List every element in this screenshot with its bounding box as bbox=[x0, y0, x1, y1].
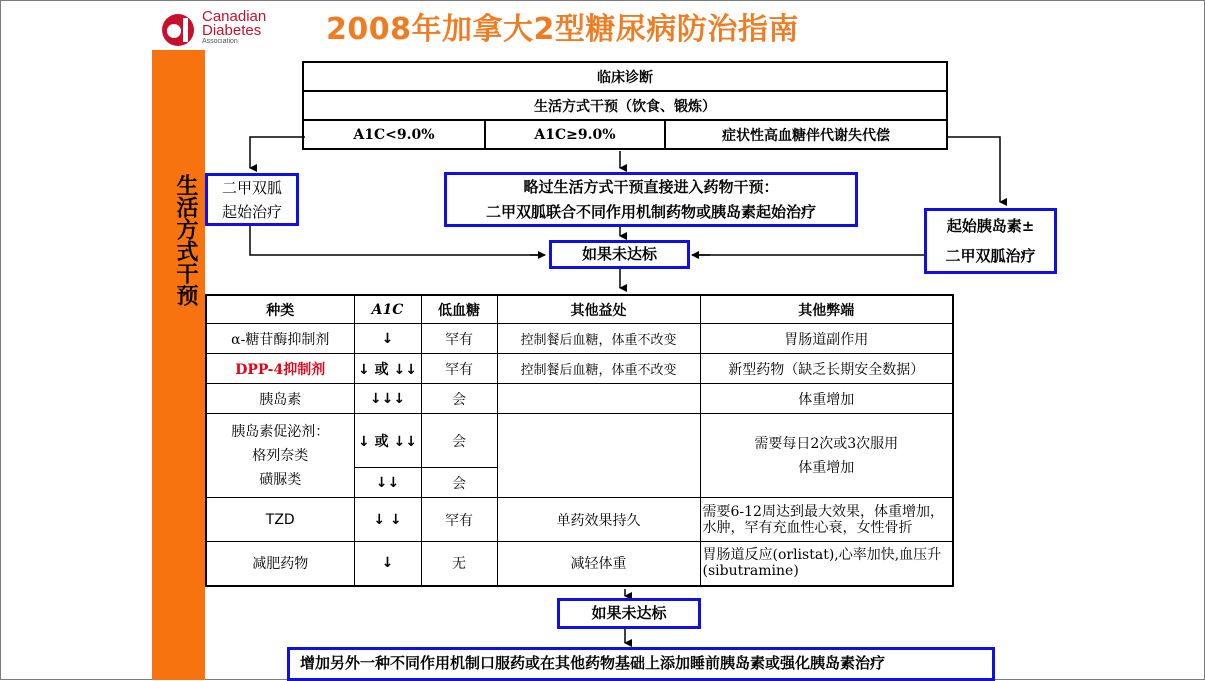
a1c-cell: ↓ bbox=[354, 324, 421, 354]
col-benefit: 其他益处 bbox=[497, 295, 700, 324]
insulin-start-box bbox=[924, 208, 1057, 274]
table-row bbox=[206, 542, 953, 586]
secretagogue-label: 胰岛素促泌剂： bbox=[231, 423, 330, 440]
benefit-cell: 控制餐后血糖，体重不改变 bbox=[497, 324, 700, 354]
col-a1c: A1C bbox=[354, 295, 421, 324]
a1c-cell: ↓ bbox=[354, 542, 421, 586]
type-cell bbox=[206, 414, 354, 498]
hypo-cell: 罕有 bbox=[421, 324, 497, 354]
clinical-flow-table bbox=[302, 61, 948, 150]
type-cell: α-糖苷酶抑制剂 bbox=[206, 324, 354, 354]
table-row bbox=[206, 414, 953, 468]
hypo-cell: 会 bbox=[421, 384, 497, 414]
sidebar-label: 生活方式干预 bbox=[173, 174, 199, 306]
harm-cell: 新型药物（缺乏长期安全数据） bbox=[700, 354, 953, 384]
glinide-label: 格列奈类 bbox=[252, 447, 309, 464]
insulin-start-line2: 二甲双胍治疗 bbox=[945, 247, 1036, 265]
benefit-cell bbox=[497, 384, 700, 414]
hypo-cell: 罕有 bbox=[421, 498, 497, 542]
a1c-above-9: A1C≥9.0% bbox=[485, 120, 665, 149]
drug-table bbox=[205, 294, 954, 587]
direct-drug-line2: 二甲双胍联合不同作用机制药物或胰岛素起始治疗 bbox=[485, 203, 816, 221]
clinical-diagnosis: 临床诊断 bbox=[303, 62, 947, 91]
a1c-cell: ↓ 或 ↓↓ bbox=[354, 354, 421, 384]
a1c-below-9: A1C<9.0% bbox=[303, 120, 485, 149]
logo-line1: Canadian bbox=[202, 8, 267, 25]
insulin-start-line1: 起始胰岛素± bbox=[946, 217, 1035, 235]
harm-cell: 胃肠道副作用 bbox=[700, 324, 953, 354]
harm-line1: 需要每日2次或3次服用 bbox=[754, 435, 899, 452]
col-type: 种类 bbox=[206, 295, 354, 324]
hypo-cell: 无 bbox=[421, 542, 497, 586]
hypo-cell: 会 bbox=[421, 414, 497, 468]
symptomatic-hyperglycemia: 症状性高血糖伴代谢失代偿 bbox=[665, 120, 947, 149]
benefit-cell: 单药效果持久 bbox=[497, 498, 700, 542]
lifestyle-intervention: 生活方式干预（饮食、锻炼） bbox=[303, 91, 947, 120]
a1c-cell: ↓↓↓ bbox=[354, 384, 421, 414]
direct-drug-line1: 略过生活方式干预直接进入药物干预： bbox=[523, 178, 779, 196]
sulfonylurea-label: 磺脲类 bbox=[259, 471, 302, 488]
metformin-start-box bbox=[205, 173, 299, 226]
not-met-box-1: 如果未达标 bbox=[549, 240, 690, 269]
hypo-cell: 会 bbox=[421, 468, 497, 498]
benefit-cell: 减轻体重 bbox=[497, 542, 700, 586]
col-harm: 其他弊端 bbox=[700, 295, 953, 324]
table-row bbox=[206, 324, 953, 354]
col-hypo: 低血糖 bbox=[421, 295, 497, 324]
a1c-cell: ↓ ↓ bbox=[354, 498, 421, 542]
table-row bbox=[206, 384, 953, 414]
type-cell: DPP-4抑制剂 bbox=[206, 354, 354, 384]
type-cell: 胰岛素 bbox=[206, 384, 354, 414]
harm-line2: 体重增加 bbox=[798, 459, 855, 476]
a1c-cell: ↓↓ bbox=[354, 468, 421, 498]
logo-line2: Diabetes bbox=[202, 22, 262, 39]
table-header-row bbox=[206, 295, 953, 324]
harm-cell bbox=[700, 414, 953, 498]
benefit-cell bbox=[497, 414, 700, 498]
hypo-cell: 罕有 bbox=[421, 354, 497, 384]
logo-line3: Association bbox=[202, 38, 238, 45]
table-row bbox=[206, 354, 953, 384]
metformin-start-line1: 二甲双胍 bbox=[221, 179, 282, 197]
harm-cell: 体重增加 bbox=[700, 384, 953, 414]
harm-cell: 胃肠道反应(orlistat),心率加快,血压升(sibutramine) bbox=[700, 542, 953, 586]
a1c-cell: ↓ 或 ↓↓ bbox=[354, 414, 421, 468]
add-therapy-box: 增加另外一种不同作用机制口服药或在其他药物基础上添加睡前胰岛素或强化胰岛素治疗 bbox=[287, 647, 995, 681]
metformin-start-line2: 起始治疗 bbox=[221, 203, 282, 221]
not-met-box-2: 如果未达标 bbox=[557, 598, 701, 629]
type-cell: 减肥药物 bbox=[206, 542, 354, 586]
harm-cell: 需要6-12周达到最大效果，体重增加，水肿，罕有充血性心衰，女性骨折 bbox=[700, 498, 953, 542]
type-cell: TZD bbox=[206, 498, 354, 542]
direct-drug-box bbox=[444, 172, 858, 227]
benefit-cell: 控制餐后血糖，体重不改变 bbox=[497, 354, 700, 384]
page-title: 2008年加拿大2型糖尿病防治指南 bbox=[326, 12, 799, 47]
table-row bbox=[206, 498, 953, 542]
